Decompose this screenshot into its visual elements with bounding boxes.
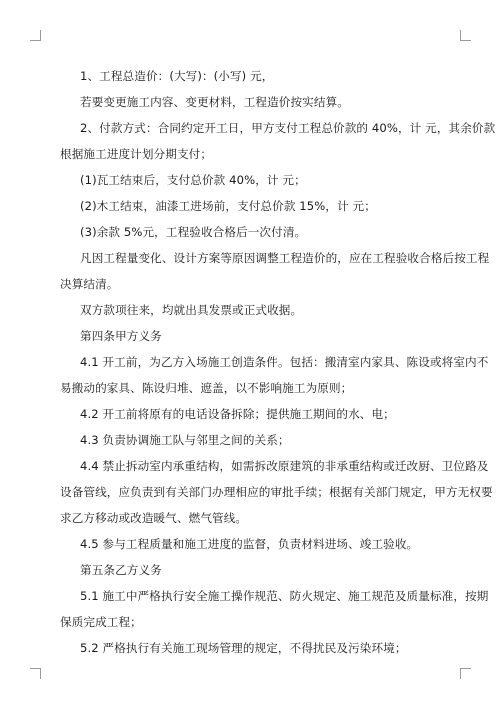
paragraph-price-adjust: 凡因工程量变化、设计方案等原因调整工程造价的，应在工程验收合格后按工程 xyxy=(80,251,490,265)
paragraph-receipts: 双方款项往来，均就出具发票或正式收据。 xyxy=(80,303,303,317)
paragraph-price-change: 若要变更施工内容、变更材料，工程造价按实结算。 xyxy=(80,95,349,109)
paragraph-payment-method: 2、付款方式：合同约定开工日，甲方支付工程总价款的 40%，计 元，其余价款 xyxy=(80,121,496,135)
paragraph-price-adjust-cont: 决算结清。 xyxy=(60,277,119,291)
paragraph-total-price: 1、工程总造价：(大写)：(小写) 元， xyxy=(80,69,274,83)
payment-item-3: (3)余款 5%元，工程验收合格后一次付清。 xyxy=(80,225,307,239)
clause-4-3: 4.3 负责协调施工队与邻里之间的关系； xyxy=(80,433,290,447)
crop-mark-bottom-left xyxy=(30,668,41,679)
section-heading-article-5: 第五条乙方义务 xyxy=(80,563,162,577)
clause-4-4: 4.4 禁止拆动室内承重结构，如需拆改原建筑的非承重结构或迁改厨、卫位路及 xyxy=(80,459,489,473)
payment-item-2: (2)木工结束，油漆工进场前，支付总价款 15%，计 元； xyxy=(80,199,376,213)
clause-5-2: 5.2 严格执行有关施工现场管理的规定，不得扰民及污染环境； xyxy=(80,641,407,655)
clause-5-1: 5.1 施工中严格执行安全施工操作规范、防火规定、施工规范及质量标准，按期 xyxy=(80,589,489,603)
paragraph-payment-method-cont: 根据施工进度计划分期支付； xyxy=(60,147,213,161)
clause-4-1-cont: 易搬动的家具、陈设归堆、遮盖，以不影响施工为原则； xyxy=(60,381,353,395)
crop-mark-top-right xyxy=(460,30,471,41)
crop-mark-bottom-right xyxy=(460,668,471,679)
payment-item-1: (1)瓦工结束后，支付总价款 40%，计 元； xyxy=(80,173,306,187)
section-heading-article-4: 第四条甲方义务 xyxy=(80,329,162,343)
clause-4-4-cont-1: 设备管线，应负责到有关部门办理相应的审批手续；根据有关部门规定，甲方无权要 xyxy=(60,485,493,499)
clause-5-1-cont: 保质完成工程； xyxy=(60,615,142,629)
clause-4-4-cont-2: 求乙方移动或改造暖气、燃气管线。 xyxy=(60,511,248,525)
clause-4-5: 4.5 参与工程质量和施工进度的监督，负责材料进场、竣工验收。 xyxy=(80,537,419,551)
clause-4-1: 4.1 开工前，为乙方入场施工创造条件。包括：搬清室内家具、陈设或将室内不 xyxy=(80,355,489,369)
clause-4-2: 4.2 开工前将原有的电话设备拆除；提供施工期间的水、电； xyxy=(80,407,395,421)
crop-mark-top-left xyxy=(30,30,41,41)
